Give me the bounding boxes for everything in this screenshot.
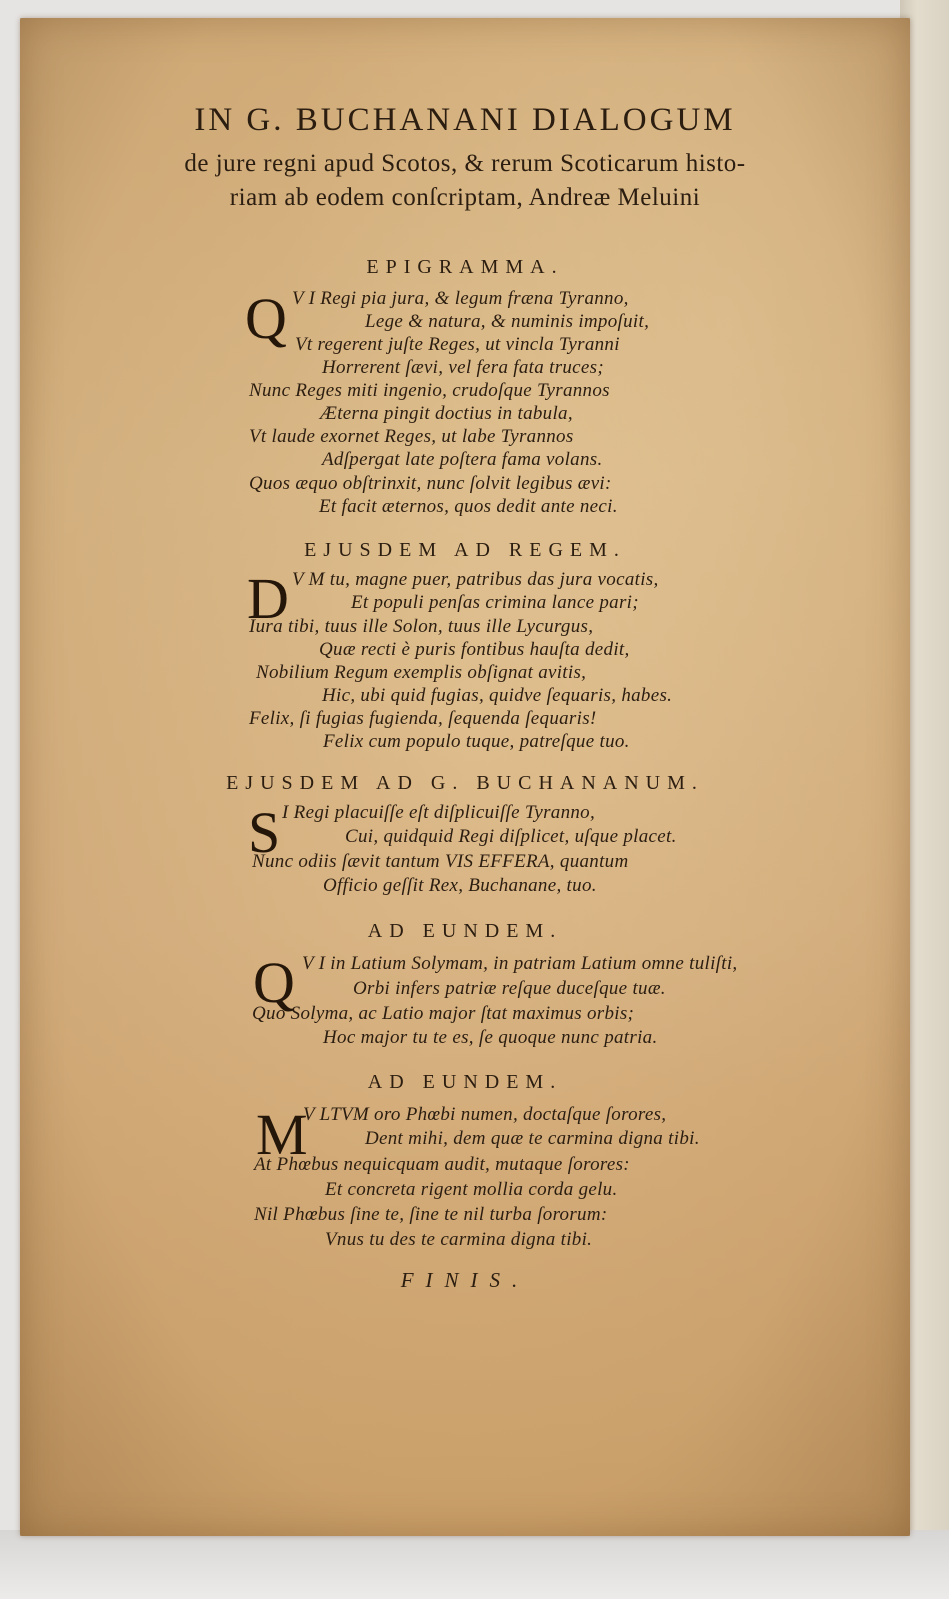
- poem-line: V I in Latium Solymam, in patriam Latium omne tuliſti,: [302, 953, 738, 974]
- poem-line: Nobilium Regum exemplis obſignat avitis,: [256, 662, 587, 683]
- drop-cap: Q: [245, 286, 287, 351]
- poem-line: At Phœbus nequicquam audit, mutaque ſorores:: [254, 1154, 630, 1175]
- poem-line: Hic, ubi quid fugias, quidve ſequaris, habes.: [322, 685, 673, 706]
- poem-line: Vt laude exornet Reges, ut labe Tyrannos: [249, 426, 574, 447]
- poem-line: Et populi penſas crimina lance pari;: [351, 592, 639, 613]
- poem-line: Nunc Reges miti ingenio, crudoſque Tyrannos: [249, 380, 610, 401]
- poem-line: Nil Phœbus ſine te, ſine te nil turba ſororum:: [254, 1204, 608, 1225]
- drop-cap: D: [247, 566, 289, 631]
- poem-line: Nunc odiis ſævit tantum VIS EFFERA, quantum: [252, 851, 629, 872]
- section-heading-ad-eundem-1: AD EUNDEM.: [367, 920, 563, 942]
- section-heading-epigramma: EPIGRAMMA.: [366, 256, 564, 278]
- poem-line: Dent mihi, dem quæ te carmina digna tibi.: [365, 1128, 700, 1149]
- poem-line: Æterna pingit doctius in tabula,: [320, 403, 573, 424]
- title-line-1: IN G. BUCHANANI DIALOGUM: [194, 102, 736, 138]
- poem-line: Officio geſſit Rex, Buchanane, tuo.: [323, 875, 597, 896]
- title-line-2: de jure regni apud Scotos, & rerum Scoticarum histo-: [184, 150, 746, 177]
- poem-line: V LTVM oro Phœbi numen, doctaſque ſorores,: [303, 1104, 667, 1125]
- book-page: [20, 18, 910, 1536]
- drop-cap: Q: [253, 950, 295, 1015]
- poem-line: Iura tibi, tuus ille Solon, tuus ille Lycurgus,: [249, 616, 594, 637]
- poem-line: Lege & natura, & numinis impoſuit,: [365, 311, 650, 332]
- poem-line: Et concreta rigent mollia corda gelu.: [325, 1179, 618, 1200]
- poem-line: V I Regi pia jura, & legum fræna Tyranno,: [292, 288, 629, 309]
- title-line-3: riam ab eodem conſcriptam, Andreæ Meluini: [229, 184, 701, 211]
- poem-line: Adſpergat late poſtera fama volans.: [322, 449, 603, 470]
- poem-line: Orbi infers patriæ reſque duceſque tuæ.: [353, 978, 666, 999]
- poem-line: Vnus tu des te carmina digna tibi.: [325, 1229, 593, 1250]
- poem-line: Felix, ſi fugias fugienda, ſequenda ſequaris!: [249, 708, 597, 729]
- poem-line: Horrerent ſævi, vel fera fata truces;: [322, 357, 604, 378]
- drop-cap: M: [256, 1102, 308, 1167]
- page-content: [20, 18, 910, 1536]
- section-heading-ad-buchananum: EJUSDEM AD G. BUCHANANUM.: [226, 772, 704, 794]
- section-heading-ad-regem: EJUSDEM AD REGEM.: [304, 539, 626, 561]
- drop-cap: S: [248, 800, 281, 865]
- poem-line: I Regi placuiſſe eſt diſplicuiſſe Tyranno,: [282, 802, 596, 823]
- poem-line: V M tu, magne puer, patribus das jura vocatis,: [292, 569, 659, 590]
- poem-line: Et facit æternos, quos dedit ante neci.: [319, 496, 618, 517]
- section-heading-ad-eundem-2: AD EUNDEM.: [367, 1071, 563, 1093]
- poem-line: Quo Solyma, ac Latio major ſtat maximus orbis;: [252, 1003, 635, 1024]
- poem-line: Vt regerent juſte Reges, ut vincla Tyranni: [295, 334, 620, 355]
- poem-line: Quæ recti è puris fontibus hauſta dedit,: [319, 639, 630, 660]
- finis-colophon: FINIS.: [400, 1268, 530, 1292]
- poem-line: Cui, quidquid Regi diſplicet, uſque placet.: [345, 826, 677, 847]
- table-surface: [0, 1530, 949, 1599]
- poem-line: Quos æquo obſtrinxit, nunc ſolvit legibus ævi:: [249, 473, 612, 494]
- poem-line: Felix cum populo tuque, patreſque tuo.: [323, 731, 630, 752]
- poem-line: Hoc major tu te es, ſe quoque nunc patria.: [323, 1027, 658, 1048]
